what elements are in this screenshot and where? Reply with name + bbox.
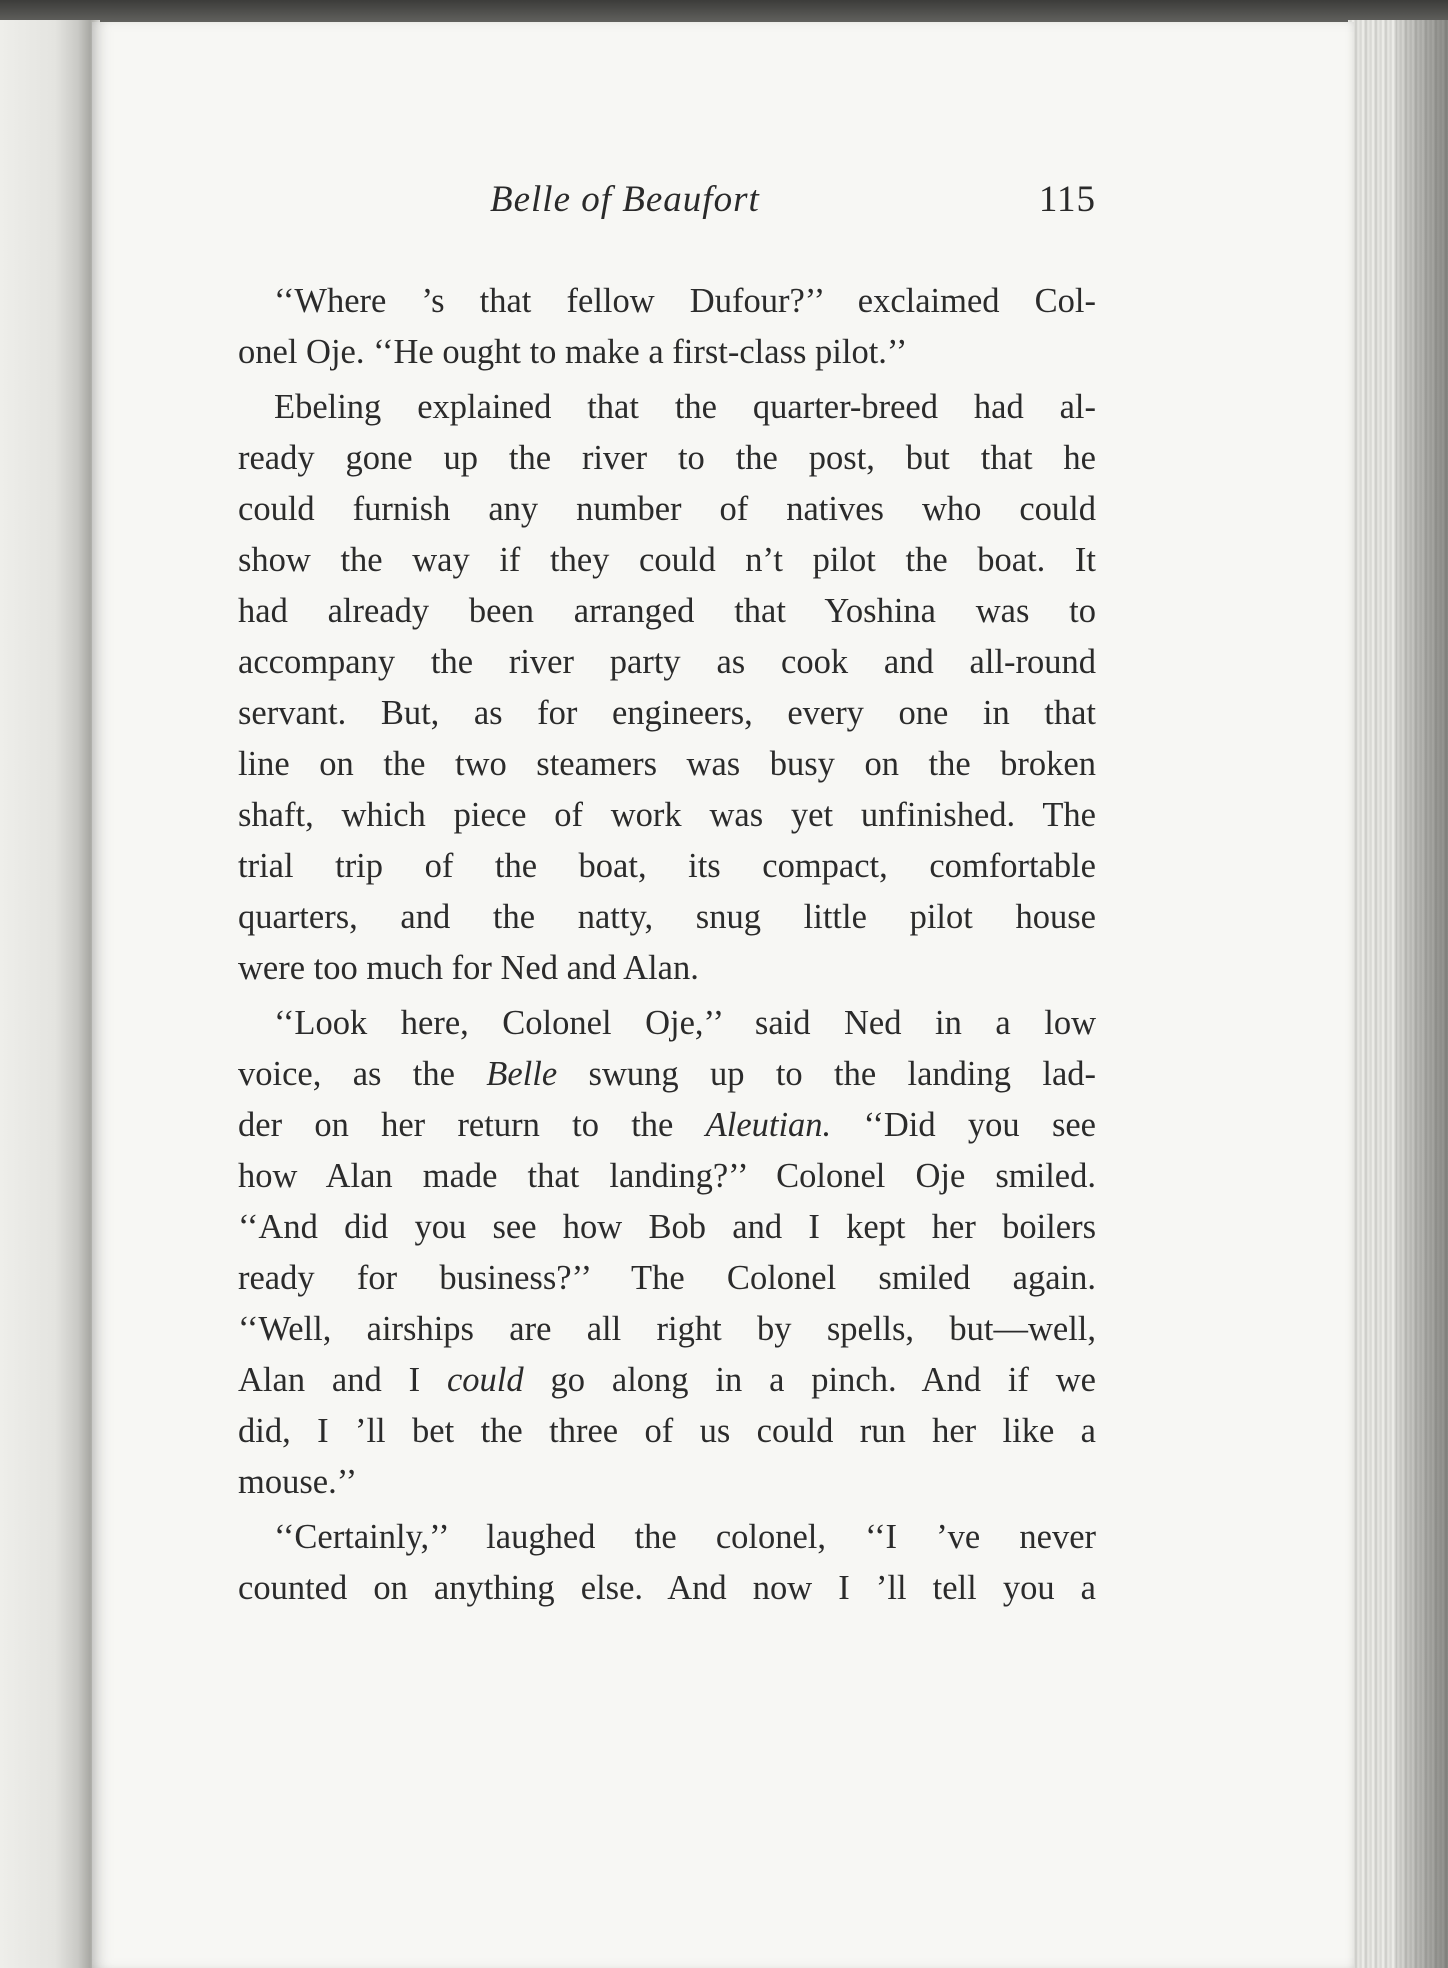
italic-emphasis: could bbox=[446, 1361, 524, 1399]
text-line: servant. But, as for engineers, every one in that bbox=[238, 694, 1096, 732]
text-line: onel Oje. ‘‘He ought to make a first-class pilot.’’ bbox=[238, 333, 908, 371]
text-line: could furnish any number of natives who could bbox=[238, 490, 1096, 528]
text-line: ‘‘Well, airships are all right by spells, but—well, bbox=[238, 1310, 1096, 1348]
paragraph-1 bbox=[202, 276, 1096, 378]
paragraph-2 bbox=[202, 382, 1096, 994]
text-line: ready for business?’’ The Colonel smiled again. bbox=[238, 1259, 1096, 1297]
text-line: shaft, which piece of work was yet unfinished. The bbox=[238, 796, 1096, 834]
page-number: 115 bbox=[1038, 179, 1096, 220]
text-line: ready gone up the river to the post, but that he bbox=[238, 439, 1096, 477]
text-line: Ebeling explained that the quarter-breed had al- bbox=[274, 388, 1096, 426]
body-text bbox=[202, 276, 1096, 1618]
text-line: ‘‘Look here, Colonel Oje,’’ said Ned in a low bbox=[274, 1004, 1096, 1042]
text-fragment: swung up to the landing lad- bbox=[557, 1055, 1096, 1093]
text-line bbox=[202, 1100, 1096, 1151]
text-line: accompany the river party as cook and all-round bbox=[238, 643, 1096, 681]
text-line: did, I ’ll bet the three of us could run her like a bbox=[238, 1412, 1096, 1450]
text-line: ‘‘And did you see how Bob and I kept her boilers bbox=[238, 1208, 1096, 1246]
paragraph-3 bbox=[202, 998, 1096, 1508]
italic-ship-name: Aleutian. bbox=[705, 1106, 832, 1144]
book-edge-shadow bbox=[1396, 20, 1448, 1968]
text-line: quarters, and the natty, snug little pilot house bbox=[238, 898, 1096, 936]
text-fragment: voice, as the bbox=[238, 1055, 487, 1093]
text-line: how Alan made that landing?’’ Colonel Oje smiled. bbox=[238, 1157, 1096, 1195]
italic-ship-name: Belle bbox=[486, 1055, 558, 1093]
text-line: counted on anything else. And now I ’ll tell you a bbox=[238, 1569, 1096, 1607]
text-line: ‘‘Where ’s that fellow Dufour?’’ exclaimed Col- bbox=[274, 282, 1096, 320]
text-line: ‘‘Certainly,’’ laughed the colonel, ‘‘I ’ve never bbox=[274, 1518, 1096, 1556]
text-line: had already been arranged that Yoshina was to bbox=[238, 592, 1096, 630]
facing-page-edge bbox=[0, 20, 100, 1968]
text-line bbox=[202, 1355, 1096, 1406]
running-title: Belle of Beaufort bbox=[490, 179, 760, 220]
text-line: trial trip of the boat, its compact, comfortable bbox=[238, 847, 1096, 885]
running-head bbox=[202, 178, 1096, 228]
text-fragment: ‘‘Did you see bbox=[831, 1106, 1096, 1144]
text-line: mouse.’’ bbox=[238, 1463, 358, 1501]
text-line: show the way if they could n’t pilot the boat. It bbox=[238, 541, 1096, 579]
text-fragment: der on her return to the bbox=[238, 1106, 706, 1144]
text-fragment: Alan and I bbox=[238, 1361, 447, 1399]
text-line: line on the two steamers was busy on the broken bbox=[238, 745, 1096, 783]
text-line bbox=[202, 1049, 1096, 1100]
text-fragment: go along in a pinch. And if we bbox=[523, 1361, 1096, 1399]
text-line: were too much for Ned and Alan. bbox=[238, 949, 699, 987]
paragraph-4 bbox=[202, 1512, 1096, 1614]
